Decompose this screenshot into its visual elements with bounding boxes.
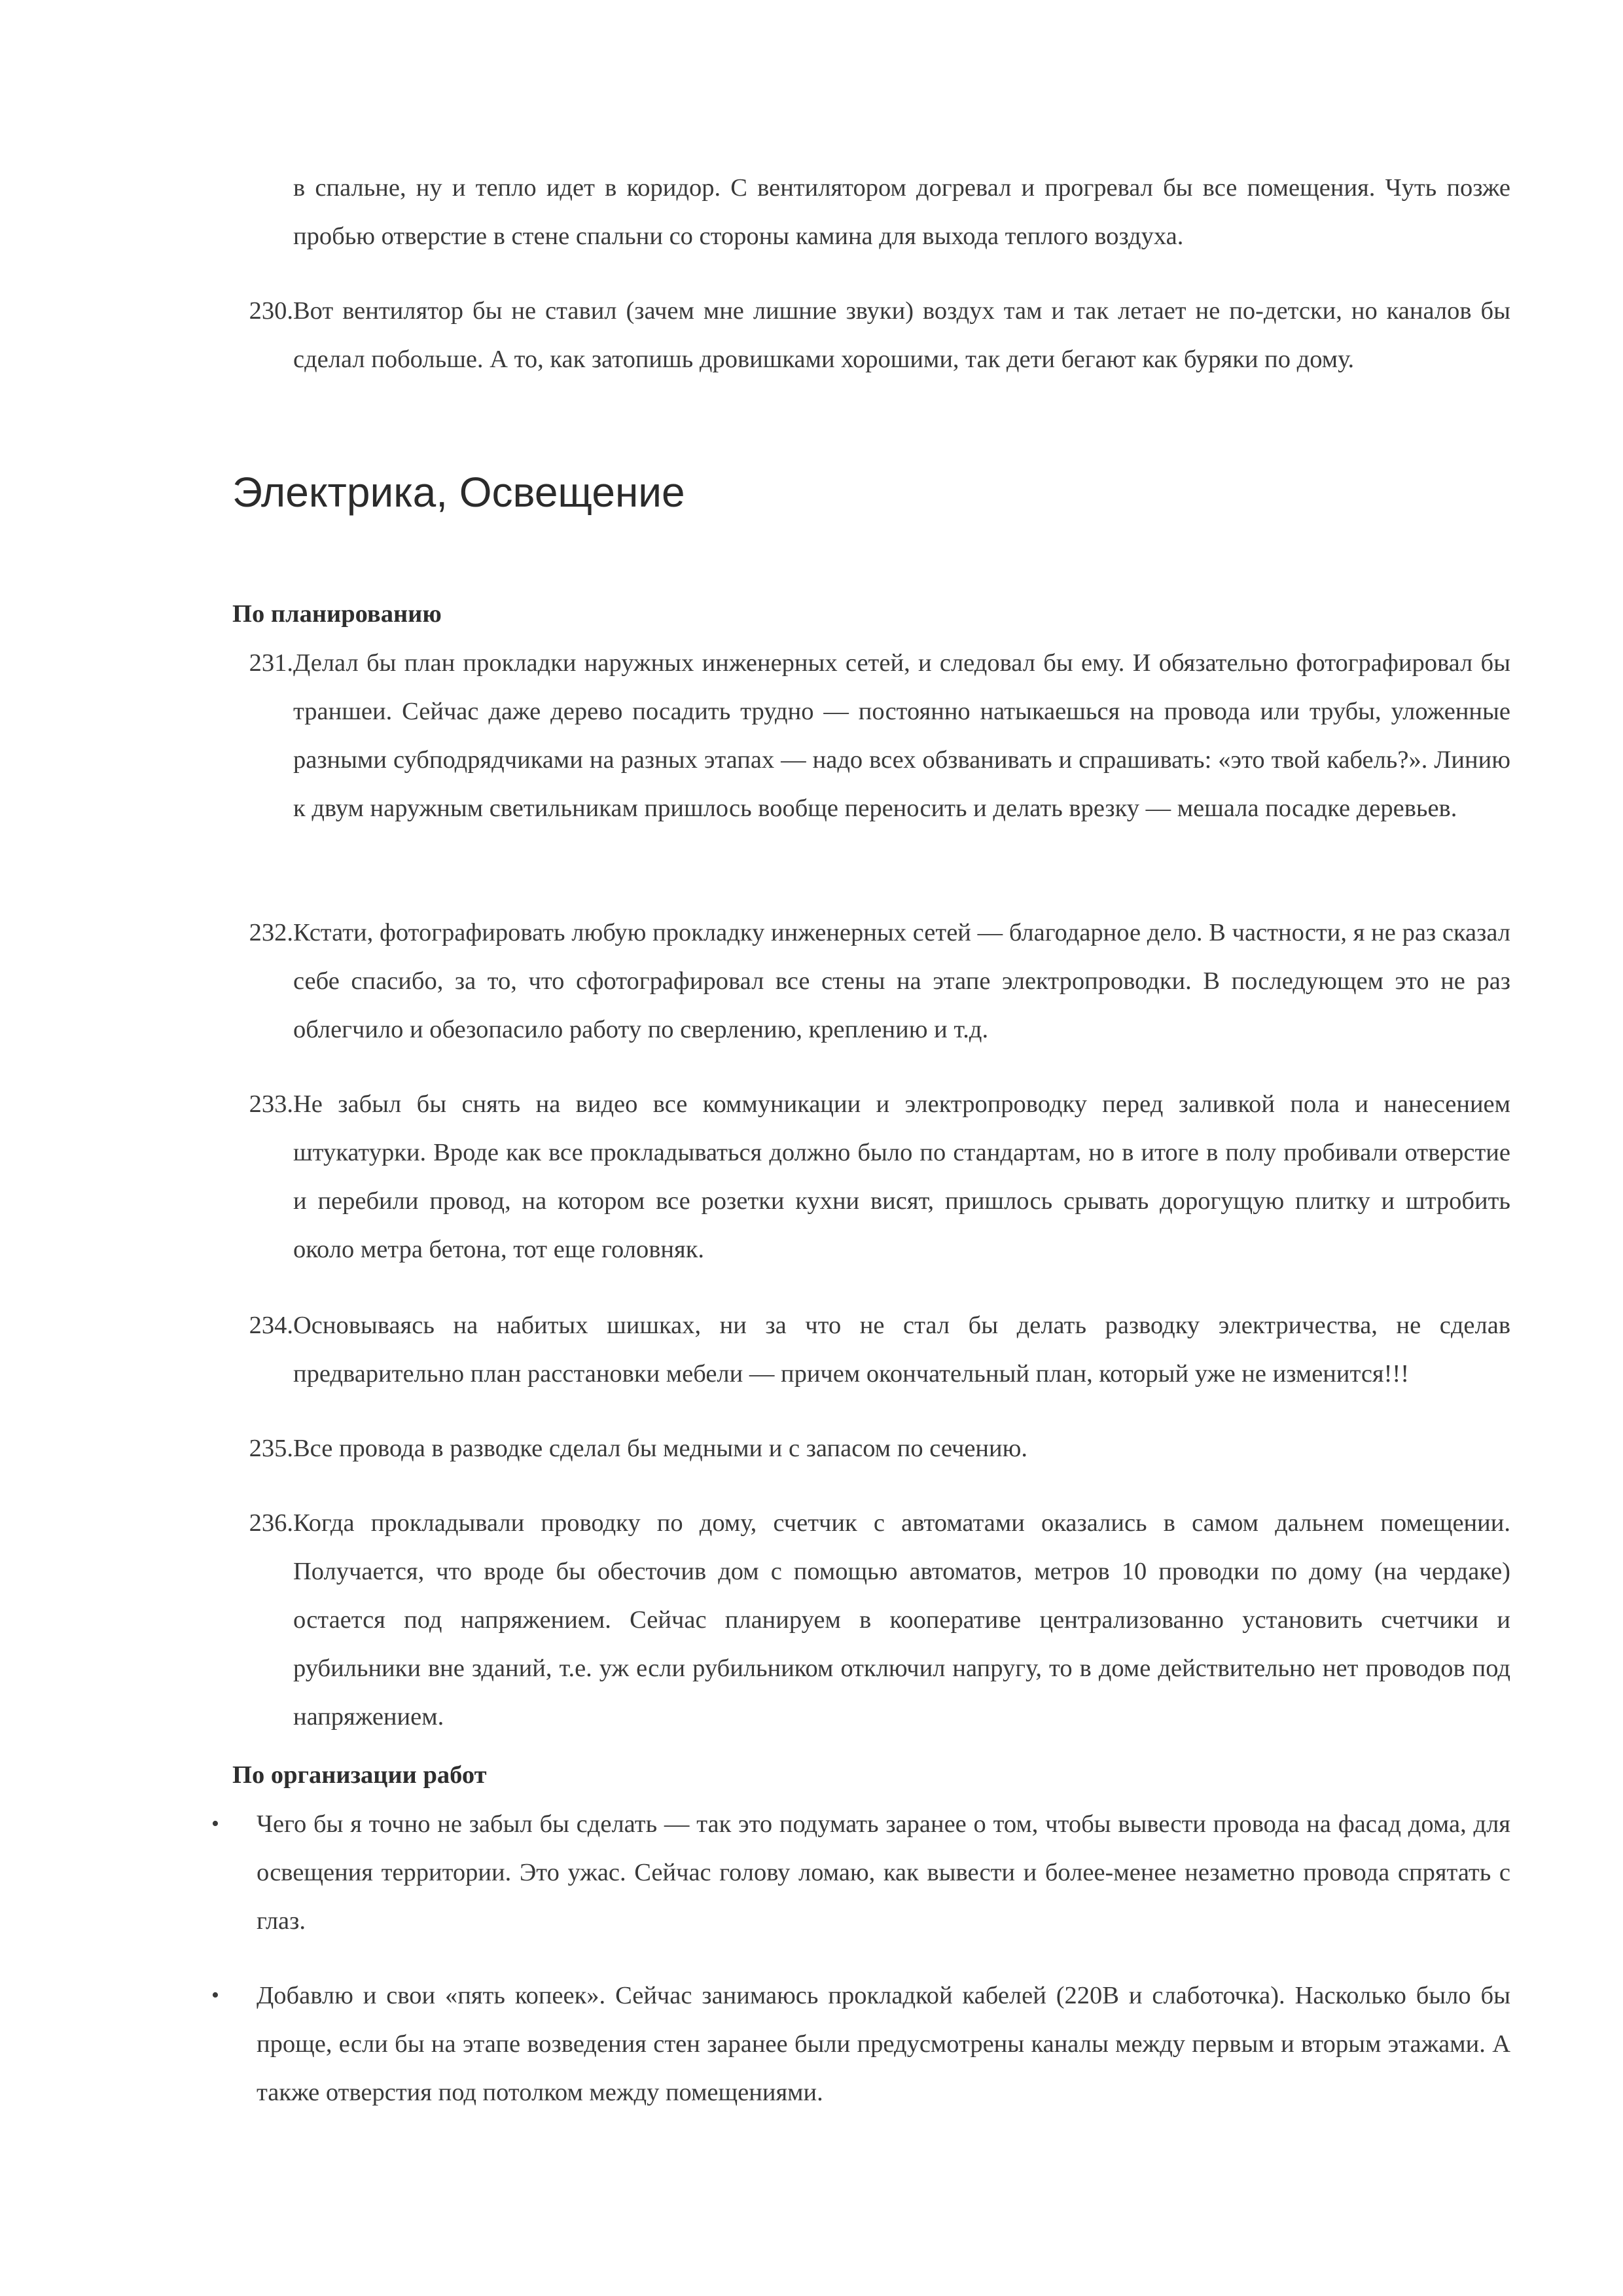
subsection-heading-planning: По планированию: [232, 600, 442, 628]
list-item-text: Делал бы план прокладки наружных инженерных сетей, и следовал бы ему. И обязательно фотографировал бы траншеи. Сейчас даже дерево посадить трудно — постоянно натыкаешься на провода или трубы, уложенные разными субподрядчиками на разных этапах — надо всех обзванивать и спрашивать: «это твой кабель?». Линию к двум наружным светильникам пришлось вообще переносить и делать врезку — мешала посадке деревьев.: [293, 649, 1510, 822]
list-item-number: 231.: [249, 649, 293, 677]
list-item-text: Основываясь на набитых шишках, ни за что не стал бы делать разводку электричества, не сделав предварительно план расстановки мебели — причем окончательный план, который уже не изменится!!!: [293, 1312, 1510, 1388]
list-item-text: Не забыл бы снять на видео все коммуникации и электропроводку перед заливкой пола и нанесением штукатурки. Вроде как все прокладываться должно было по стандартам, но в итоге в полу пробивали отверстие и перебили провод, на котором все розетки кухни висят, пришлось срывать дорогущую плитку и штробить около метра бетона, тот еще головняк.: [293, 1090, 1510, 1263]
list-item-number: 230.: [249, 297, 293, 325]
list-item-233: [249, 1080, 1510, 1274]
list-item-number: 236.: [249, 1509, 293, 1537]
section-title: Электрика, Освещение: [232, 469, 685, 516]
list-item-text: Кстати, фотографировать любую прокладку инженерных сетей — благодарное дело. В частности, я не раз сказал себе спасибо, за то, что сфотографировал все стены на этапе электропроводки. В последующем это не раз облегчило и обезопасило работу по сверлению, креплению и т.д.: [293, 919, 1510, 1043]
list-item-236: [249, 1499, 1510, 1741]
list-item-235: [249, 1424, 1510, 1473]
list-item-234: [249, 1301, 1510, 1398]
bullet-text: Добавлю и свои «пять копеек». Сейчас занимаюсь прокладкой кабелей (220В и слаботочка). Насколько было бы проще, если бы на этапе возведения стен заранее были предусмотрены каналы между первым и вторым этажами. А также отверстия под потолком между помещениями.: [257, 1982, 1510, 2106]
continuation-paragraph: в спальне, ну и тепло идет в коридор. С вентилятором догревал и прогревал бы все помещения. Чуть позже пробью отверстие в стене спальни со стороны камина для выхода теплого воздуха.: [293, 174, 1510, 250]
bullet-item: [211, 1971, 1510, 2117]
bullet-icon: •: [211, 1983, 219, 2007]
bullet-item: [211, 1800, 1510, 1945]
list-item-231: [249, 639, 1510, 833]
list-item-230: [249, 287, 1510, 384]
list-item-number: 233.: [249, 1090, 293, 1118]
list-item-number: 232.: [249, 919, 293, 946]
list-item-text: Все провода в разводке сделал бы медными и с запасом по сечению.: [293, 1435, 1028, 1462]
list-item-text: Когда прокладывали проводку по дому, счетчик с автоматами оказались в самом дальнем помещении. Получается, что вроде бы обесточив дом с помощью автоматов, метров 10 проводки по дому (на чердаке) остается под напряжением. Сейчас планируем в кооперативе централизованно установить счетчики и рубильники вне зданий, т.е. уж если рубильником отключил напругу, то в доме действительно нет проводов под напряжением.: [293, 1509, 1510, 1731]
subsection-heading-organization: По организации работ: [232, 1761, 487, 1789]
list-item-number: 234.: [249, 1312, 293, 1339]
list-item-232: [249, 908, 1510, 1054]
list-item-text: Вот вентилятор бы не ставил (зачем мне лишние звуки) воздух там и так летает не по-детски, но каналов бы сделал побольше. А то, как затопишь дровишками хорошими, так дети бегают как буряки по дому.: [293, 297, 1510, 373]
list-item-number: 235.: [249, 1435, 293, 1462]
bullet-icon: •: [211, 1812, 219, 1836]
bullet-text: Чего бы я точно не забыл бы сделать — так это подумать заранее о том, чтобы вывести провода на фасад дома, для освещения территории. Это ужас. Сейчас голову ломаю, как вывести и более-менее незаметно провода спрятать с глаз.: [257, 1810, 1510, 1935]
